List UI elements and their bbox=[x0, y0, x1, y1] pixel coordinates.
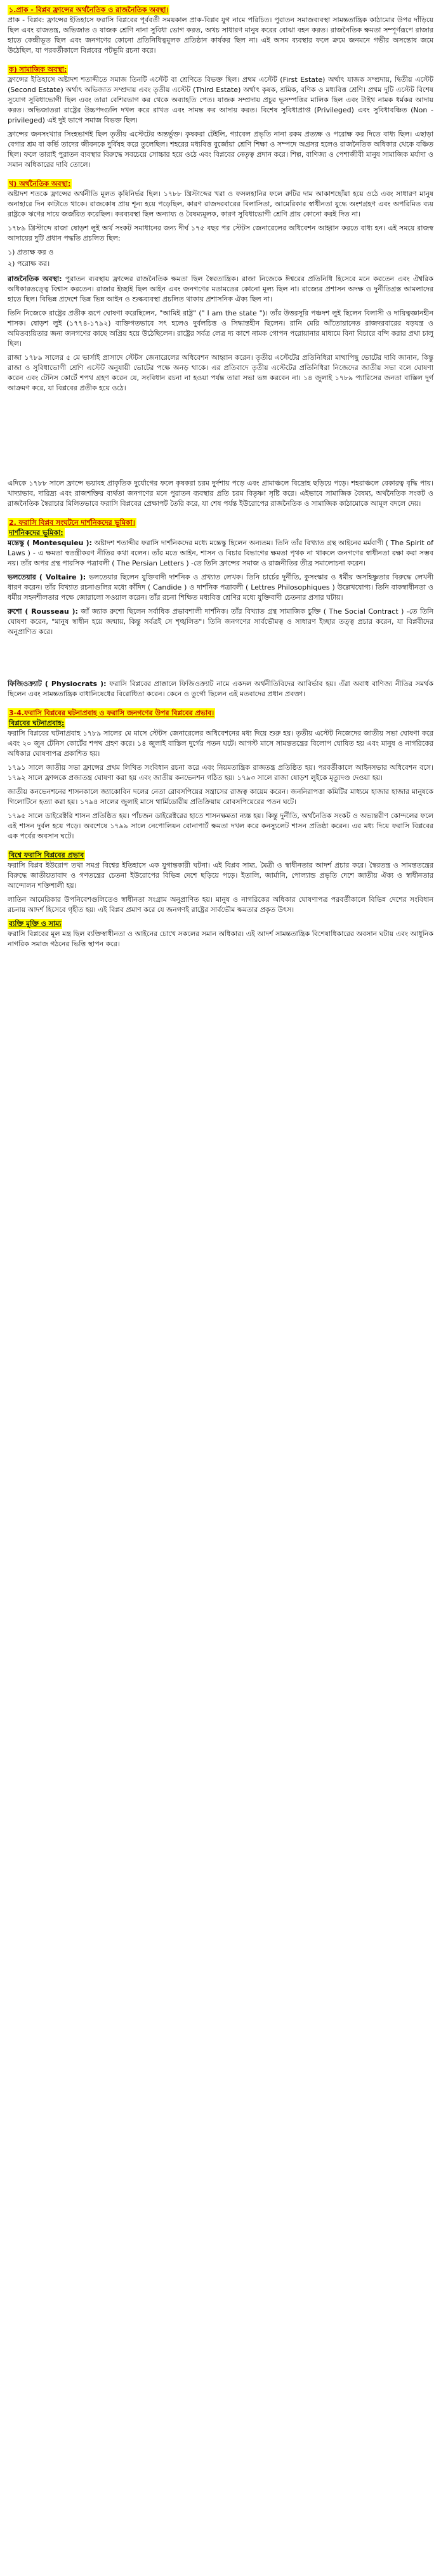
paragraph: জাতীয় কনভেনশনের শাসনকালে জ্যাকোবিন দলের নেতা রোবসপিয়ের সন্ত্রাসের রাজত্ব কায়েম করেন। জননিরাপত্তা কমিটির মাধ্যমে হাজার হাজার মানুষকে গিলোটিনে হত্যা করা হয়। ১৭৯৪ সালের জুলাই মাসে থার্মিডোরীয় প্রতিক্রিয়ায় রোবসপিয়েরের পতন ঘটে। bbox=[8, 788, 433, 806]
paragraph: এদিকে ১৭৮৮ সালে ফ্রান্সে ভয়াবহ প্রাকৃতিক দুর্যোগের ফলে কৃষকরা চরম দুর্দশায় পড়ে এবং গ্রামাঞ্চলে বিদ্রোহ ছড়িয়ে পড়ে। শহরাঞ্চলে বেকারত্ব বৃদ্ধি পায়। খাদ্যাভাব, দারিদ্র্য এবং রাজশক্তির ব্যর্থতা জনগণের মনে পুরাতন ব্যবস্থার প্রতি চরম বিতৃষ্ণা সৃষ্টি করে। এইভাবে সামাজিক বৈষম্য, অর্থনৈতিক সংকট ও রাজনৈতিক স্বৈরাচার মিলিতভাবে ফরাসি বিপ্লবের প্রেক্ষাপট তৈরি করে, যা শেষ পর্যন্ত ইউরোপের রাজনৈতিক ও সামাজিক কাঠামোকে আমূল বদলে দেয়। bbox=[8, 479, 433, 508]
paragraph: তিনি নিজেকে রাষ্ট্রের প্রতীক রূপে ঘোষণা করেছিলেন, "আমিই রাষ্ট্র" (" I am the state ")। তাঁর উত্তরসূরি পঞ্চদশ লুই ছিলেন বিলাসী ও দায়িত্বজ্ঞানহীন শাসক। ষোড়শ লুই (১৭৭৪-১৭৯২) ব্যক্তিগতভাবে সৎ হলেও দুর্বলচিত্ত ও সিদ্ধান্তহীন ছিলেন। রানি মেরি আঁতোয়ানেত রাজদরবারের ষড়যন্ত্র ও অমিতব্যয়িতার জন্য জনগণের কাছে অপ্রিয় হয়ে উঠেছিলেন। রাষ্ট্রের সর্বত্র লেত্র দ্য কাশে নামক গোপন পরোয়ানার মাধ্যমে বিনা বিচারে বন্দি করার প্রথা চালু ছিল। bbox=[8, 309, 433, 348]
blank-space bbox=[8, 641, 433, 679]
paragraph: ফ্রান্সের ইতিহাসে অষ্টাদশ শতাব্দীতে সমাজ তিনটি এস্টেট বা শ্রেণিতে বিভক্ত ছিল। প্রথম এস্টেট (First Estate) অর্থাৎ যাজক সম্প্রদায়, দ্বিতীয় এস্টেট (Second Estate) অর্থাৎ অভিজাত সম্প্রদায় এবং তৃতীয় এস্টেট (Third Estate) অর্থাৎ কৃষক, শ্রমিক, বণিক ও মধ্যবিত্ত শ্রেণি। প্রথম দুটি এস্টেট বিশেষ সুযোগ সুবিধাভোগী ছিল এবং তারা বেশিরভাগ কর থেকে অব্যাহতি পেত। যাজক সম্প্রদায় প্রচুর ভূসম্পত্তির মালিক ছিল এবং টাইথ নামক ধর্মকর আদায় করত। অভিজাতরা রাষ্ট্রের উচ্চপদগুলি দখল করে রাখত এবং সামন্ত কর আদায় করত। বিশেষ সুবিধাপ্রাপ্ত (Privileged) এবং সুবিধাবঞ্চিত (Non - privileged) এই দুই ভাগে সমাজ বিভক্ত ছিল। bbox=[8, 76, 433, 124]
section-heading: খ) অর্থনৈতিক অবস্থা: bbox=[9, 180, 71, 188]
document-page bbox=[0, 0, 441, 963]
section-events bbox=[8, 708, 433, 842]
subheading: ব্যক্তি মুক্তি ও সাম্য bbox=[9, 920, 62, 928]
section-economic-condition bbox=[8, 179, 433, 393]
paragraph-label: ভলতেয়ার ( Voltaire ): bbox=[8, 573, 86, 581]
paragraph: ১৭৮৯ খ্রিস্টাব্দে রাজা ষোড়শ লুই অর্থ সংকট সমাধানের জন্য দীর্ঘ ১৭৫ বছর পর স্টেটস জেনারেলের অধিবেশন আহ্বান করতে বাধ্য হন। এই সময়ে রাজস্ব আদায়ের দুটি প্রধান পদ্ধতি প্রচলিত ছিল: bbox=[8, 224, 433, 242]
section-world-impact bbox=[8, 850, 433, 949]
section-philosophers bbox=[8, 518, 433, 699]
paragraph-label: মন্তেস্কু ( Montesquieu ): bbox=[8, 539, 92, 547]
paragraph: ফরাসি বিপ্লবের মূল মন্ত্র ছিল ব্যক্তিস্বাধীনতা ও আইনের চোখে সকলের সমান অধিকার। এই আদর্শ সামন্ততান্ত্রিক বিশেষাধিকারের অবসান ঘটায় এবং আধুনিক নাগরিক সমাজ গঠনের ভিত্তি স্থাপন করে। bbox=[8, 930, 433, 948]
subheading: বিপ্লবের ঘটনাপ্রবাহ: bbox=[9, 719, 65, 727]
paragraph-text: জাঁ জ্যাক রুশো ছিলেন সর্বাধিক প্রভাবশালী দার্শনিক। তাঁর বিখ্যাত গ্রন্থ সামাজিক চুক্তি ( The Social Contract ) -তে তিনি ঘোষণা করেন, "মানুষ স্বাধীন হয়ে জন্মায়, কিন্তু সর্বত্রই সে শৃঙ্খলিত"। তিনি জনগণের সার্বভৌমত্ব ও সাধারণ ইচ্ছার তত্ত্ব প্রচার করেন, যা বিপ্লবীদের অনুপ্রাণিত করে। bbox=[8, 607, 434, 636]
paragraph: প্রাক - বিপ্লব: ফ্রান্সের ইতিহাসে ফরাসি বিপ্লবের পূর্ববর্তী সময়কাল প্রাক-বিপ্লব যুগ নামে পরিচিত। পুরাতন সমাজব্যবস্থা সামন্ততান্ত্রিক কাঠামোর উপর দাঁড়িয়ে ছিল এবং রাজতন্ত্র, অভিজাত ও যাজক শ্রেণি নানা সুবিধা ভোগ করত, অথচ সাধারণ মানুষ করের বোঝা বহন করত। রাজনৈতিক ক্ষমতা সম্পূর্ণরূপে রাজার হাতে কেন্দ্রীভূত ছিল এবং জনগণের কোনো প্রতিনিধিত্বমূলক প্রতিষ্ঠান কার্যকর ছিল না। এই অসম ব্যবস্থার ফলে ক্রমে জনমনে গভীর অসন্তোষ জমে উঠেছিল, যা পরবর্তীকালে বিপ্লবের পটভূমি রচনা করে। bbox=[8, 16, 433, 55]
paragraph-label: ফিজিওক্র্যাট ( Physiocrats ): bbox=[8, 680, 107, 688]
subheading: দার্শনিকদের ভূমিকা: bbox=[9, 529, 63, 537]
paragraph bbox=[8, 607, 433, 637]
paragraph bbox=[8, 538, 433, 569]
paragraph: লাতিন আমেরিকার উপনিবেশগুলিতেও স্বাধীনতা সংগ্রাম অনুপ্রাণিত হয়। মানুষ ও নাগরিকের অধিকার ঘোষণাপত্র পরবর্তীকালে বিভিন্ন দেশের সংবিধান রচনায় আদর্শ হিসেবে গৃহীত হয়। এই বিপ্লব প্রমাণ করে যে জনগণই রাষ্ট্রের সার্বভৌম ক্ষমতার প্রকৃত উৎস। bbox=[8, 895, 433, 914]
paragraph: ফ্রান্সের জনসংখ্যার সিংহভাগই ছিল তৃতীয় এস্টেটের অন্তর্ভুক্ত। কৃষকরা টেইলি, গ্যাবেল প্রভৃতি নানা রকম প্রত্যক্ষ ও পরোক্ষ কর দিতে বাধ্য ছিল। এছাড়া বেগার শ্রম বা কর্ভি তাদের জীবনকে দুর্বিষহ করে তুলেছিল। শহরের মধ্যবিত্ত বুর্জোয়া শ্রেণি শিক্ষা ও সম্পদে অগ্রসর হলেও রাজনৈতিক অধিকার থেকে বঞ্চিত ছিল। ফলে তারাই পুরাতন ব্যবস্থার বিরুদ্ধে সবচেয়ে সোচ্চার হয়ে ওঠে এবং বিপ্লবের নেতৃত্ব প্রদান করে। শিল্প, বাণিজ্য ও পেশাজীবী মানুষ সামাজিক মর্যাদা ও সমান অধিকারের দাবি তোলে। bbox=[8, 130, 433, 169]
paragraph-label: রাজনৈতিক অবস্থা: bbox=[8, 275, 62, 283]
paragraph: ১৭৯১ সালে জাতীয় সভা ফ্রান্সের প্রথম লিখিত সংবিধান রচনা করে এবং নিয়মতান্ত্রিক রাজতন্ত্র প্রতিষ্ঠিত হয়। পরবর্তীকালে আইনসভার অধিবেশন বসে। ১৭৯২ সালে ফ্রান্সকে প্রজাতন্ত্র ঘোষণা করা হয় এবং জাতীয় কনভেনশন গঠিত হয়। ১৭৯৩ সালে রাজা ষোড়শ লুইকে মৃত্যুদণ্ড দেওয়া হয়। bbox=[8, 763, 433, 782]
blank-space bbox=[8, 402, 433, 479]
section-economic-continued bbox=[8, 479, 433, 509]
section-social-condition bbox=[8, 65, 433, 170]
list-item: ১) প্রত্যক্ষ কর ও bbox=[8, 248, 54, 256]
paragraph-text: অষ্টাদশ শতাব্দীর ফরাসি দার্শনিকদের মধ্যে মন্তেস্কু ছিলেন অন্যতম। তিনি তাঁর বিখ্যাত গ্রন্থ আইনের মর্মবাণী ( The Spirit of Laws ) - এ ক্ষমতা স্বতন্ত্রীকরণ নীতির কথা বলেন। তাঁর মতে আইন, শাসন ও বিচার বিভাগের ক্ষমতা পৃথক না থাকলে জনগণের স্বাধীনতা রক্ষা করা সম্ভব নয়। তাঁর অপর গ্রন্থ পারসিক পত্রাবলী ( The Persian Letters ) -তে তিনি ফ্রান্সের সমাজ ও রাজনীতির তীব্র সমালোচনা করেন। bbox=[8, 539, 433, 567]
paragraph-text: ফরাসি বিপ্লবের প্রাক্কালে ফিজিওক্র্যাট নামে একদল অর্থনীতিবিদের আবির্ভাব হয়। এঁরা অবাধ বাণিজ্য নীতির সমর্থক ছিলেন এবং সামন্ততান্ত্রিক বাধানিষেধের বিরোধিতা করেন। কেনে ও তুর্গো ছিলেন এই মতবাদের প্রধান প্রবক্তা। bbox=[8, 680, 433, 698]
paragraph: রাজা ১৭৮৯ সালের ৫ মে ভার্সাই প্রাসাদে স্টেটস জেনারেলের অধিবেশন আহ্বান করেন। তৃতীয় এস্টেটের প্রতিনিধিরা মাথাপিছু ভোটের দাবি জানান, কিন্তু রাজা ও সুবিধাভোগী শ্রেণি এস্টেট অনুযায়ী ভোটের পক্ষে অনড় থাকে। এর প্রতিবাদে তৃতীয় এস্টেটের প্রতিনিধিরা নিজেদের জাতীয় সভা বলে ঘোষণা করেন এবং টেনিস কোর্টে শপথ গ্রহণ করেন যে, সংবিধান রচনা না হওয়া পর্যন্ত তারা সভা ভঙ্গ করবেন না। ১৪ জুলাই ১৭৮৯ প্যারিসের জনতা বাস্তিল দুর্গ আক্রমণ করে, যা বিপ্লবের প্রতীক হয়ে ওঠে। bbox=[8, 353, 433, 392]
paragraph: ফরাসি বিপ্লব ইউরোপ তথা সমগ্র বিশ্বের ইতিহাসে এক যুগান্তকারী ঘটনা। এই বিপ্লব সাম্য, মৈত্রী ও স্বাধীনতার আদর্শ প্রচার করে। স্বৈরতন্ত্র ও সামন্ততন্ত্রের বিরুদ্ধে জাতীয়তাবাদ ও গণতন্ত্রের চেতনা ইউরোপের বিভিন্ন দেশে ছড়িয়ে পড়ে। ইতালি, জার্মানি, পোল্যান্ড প্রভৃতি দেশে জাতীয় ঐক্য ও স্বাধীনতার আন্দোলন শক্তিশালী হয়। bbox=[8, 861, 433, 890]
paragraph bbox=[8, 679, 433, 699]
section-pre-revolution bbox=[8, 5, 433, 56]
section-heading: ক) সামাজিক অবস্থা: bbox=[9, 65, 67, 74]
paragraph: ১৭৯৫ সালে ডাইরেক্টরি শাসন প্রতিষ্ঠিত হয়। পাঁচজন ডাইরেক্টরের হাতে শাসনক্ষমতা ন্যস্ত হয়। কিন্তু দুর্নীতি, অর্থনৈতিক সংকট ও অভ্যন্তরীণ কোন্দলের ফলে এই শাসন দুর্বল হয়ে পড়ে। অবশেষে ১৭৯৯ সালে নেপোলিয়ন বোনাপার্ট ক্ষমতা দখল করে কনস্যুলেট শাসন প্রতিষ্ঠা করেন। এর মধ্য দিয়ে ফরাসি বিপ্লবের এক পর্বের অবসান ঘটে। bbox=[8, 812, 433, 840]
section-heading: 3-4.ফরাসি বিপ্লবের ঘটনাপ্রবাহ ও ফরাসি জনগণের উপর বিপ্লবের প্রভাব। bbox=[9, 709, 214, 717]
paragraph-label: রুশো ( Rousseau ): bbox=[8, 607, 78, 616]
section-heading: বিশ্বে ফরাসি বিপ্লবের প্রভাব bbox=[9, 851, 84, 859]
paragraph-text: ভলতেয়ার ছিলেন যুক্তিবাদী দার্শনিক ও প্রখ্যাত লেখক। তিনি চার্চের দুর্নীতি, কুসংস্কার ও ধর্মীয় অসহিষ্ণুতার বিরুদ্ধে লেখনী ধারণ করেন। তাঁর বিখ্যাত রচনাগুলির মধ্যে কাঁদিদ ( Candide ) ও দার্শনিক পত্রাবলী ( Lettres Philosophiques ) উল্লেখযোগ্য। তিনি বাকস্বাধীনতা ও ধর্মীয় সহনশীলতার পক্ষে জোরালো সওয়াল করেন। তাঁর রচনা শিক্ষিত মধ্যবিত্ত শ্রেণির মধ্যে যুক্তিবাদী চেতনার প্রসার ঘটায়। bbox=[8, 573, 433, 602]
paragraph: অষ্টাদশ শতকে ফ্রান্সের অর্থনীতি মূলত কৃষিনির্ভর ছিল। ১৭৮৮ খ্রিস্টাব্দের খরা ও ফসলহানির ফলে রুটির দাম আকাশছোঁয়া হয়ে ওঠে এবং সাধারণ মানুষ অনাহারে দিন কাটাতে থাকে। রাজকোষ প্রায় শূন্য হয়ে পড়েছিল, কারণ রাজদরবারের বিলাসিতা, আমেরিকার স্বাধীনতা যুদ্ধে অংশগ্রহণ এবং অপরিমিত ব্যয় রাষ্ট্রকে ঋণের দায়ে জর্জরিত করেছিল। করব্যবস্থা ছিল অন্যায্য ও বৈষম্যমূলক, কারণ সুবিধাভোগী শ্রেণি প্রায় কোনো করই দিত না। bbox=[8, 190, 433, 218]
paragraph: ফরাসি বিপ্লবের ঘটনাপ্রবাহ ১৭৮৯ সালের মে মাসে স্টেটস জেনারেলের অধিবেশনের মধ্য দিয়ে শুরু হয়। তৃতীয় এস্টেট নিজেদের জাতীয় সভা ঘোষণা করে এবং ২০ জুন টেনিস কোর্টের শপথ গ্রহণ করে। ১৪ জুলাই বাস্তিল দুর্গের পতন ঘটে। আগস্ট মাসে সামন্ততন্ত্রের বিলোপ ঘোষিত হয় এবং মানুষ ও নাগরিকের অধিকার ঘোষণাপত্র প্রকাশিত হয়। bbox=[8, 729, 433, 758]
paragraph bbox=[8, 274, 433, 305]
section-heading: 2. ফরাসি বিপ্লব সংঘটনে দার্শনিকদের ভূমিকা। bbox=[9, 519, 135, 527]
tax-list bbox=[8, 248, 433, 269]
paragraph-text: পুরাতন ব্যবস্থায় ফ্রান্সের রাজনৈতিক ক্ষমতা ছিল স্বৈরতান্ত্রিক। রাজা নিজেকে ঈশ্বরের প্রতিনিধি হিসেবে মনে করতেন এবং ঐশ্বরিক অধিকারতত্ত্বে বিশ্বাস করতেন। রাজার ইচ্ছাই ছিল আইন এবং জনগণের মতামতের কোনো মূল্য ছিল না। রাজ্যের প্রশাসন অদক্ষ ও দুর্নীতিগ্রস্ত আমলাদের হাতে ছিল। বিভিন্ন প্রদেশে ভিন্ন ভিন্ন আইন ও শুল্কব্যবস্থা প্রচলিত থাকায় প্রশাসনিক ঐক্য ছিল না। bbox=[8, 275, 433, 303]
list-item: ২) পরোক্ষ কর। bbox=[8, 260, 50, 268]
section-heading: ১.প্রাক - বিপ্লব ফ্রান্সের অর্থনৈতিক ও রাজনৈতিক অবস্থা। bbox=[9, 6, 169, 14]
paragraph bbox=[8, 572, 433, 603]
